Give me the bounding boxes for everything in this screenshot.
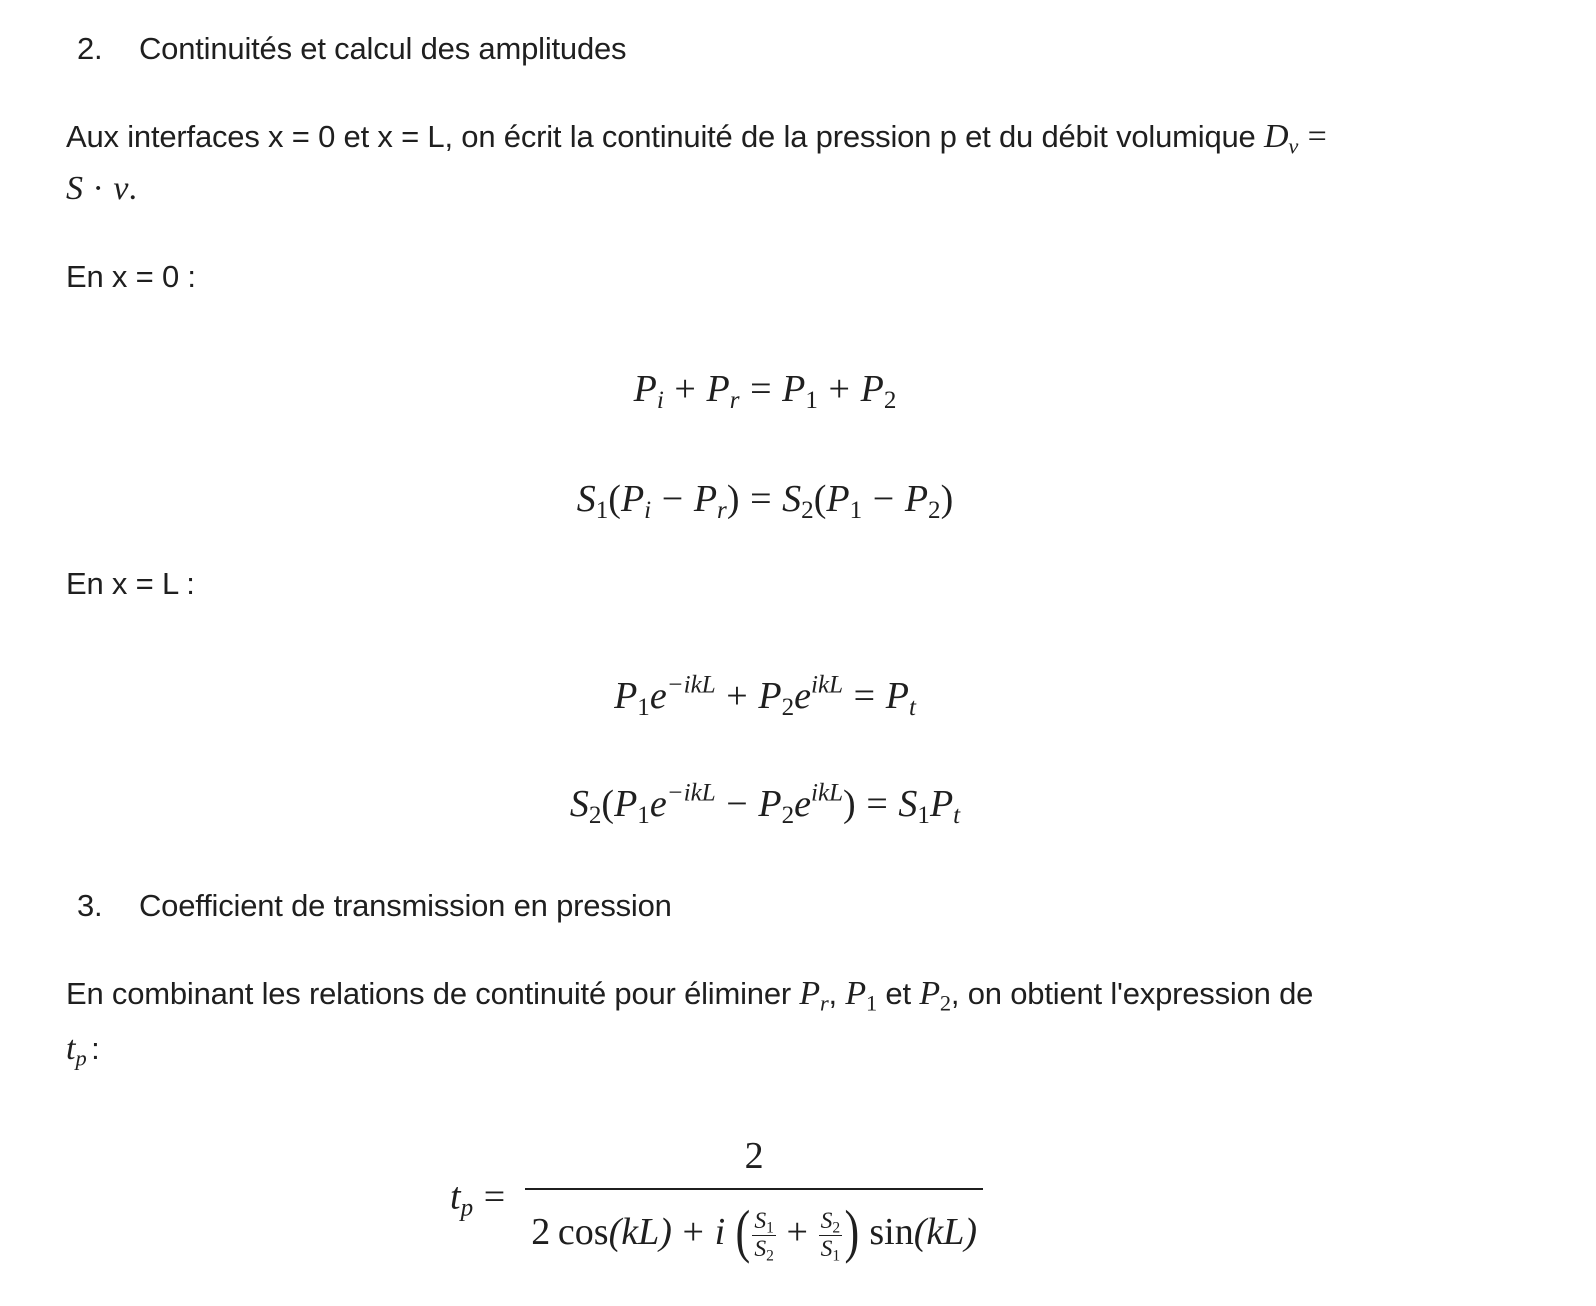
equation-xL-flow: $S_2(P_1e^{-ikL} - P_2e^{ikL}) = S_1P_t$: [569, 779, 961, 830]
section-3-tp-line: $t_p$ :: [66, 1030, 100, 1071]
equation-x0-pressure: $P_i + P_r = P_1 + P_2$: [633, 368, 897, 415]
label-x0: En x = 0 :: [66, 259, 196, 294]
section-3-paragraph: En combinant les relations de continuité pour éliminer $P_r$, $P_1$ et $P_2$, on obtient l'expression de: [66, 975, 1314, 1016]
intro-text: Aux interfaces x = 0 et x = L, on écrit la continuité de la pression p et du débit volumique: [66, 119, 1256, 154]
equation-xL-pressure: $P_1e^{-ikL} + P_2e^{ikL} = P_t$: [614, 671, 916, 722]
equation-x0-flow: $S_1(P_i - P_r) = S_2(P_1 - P_2)$: [576, 478, 954, 525]
section-2-number: 2.: [77, 31, 103, 66]
intro-paragraph: [66, 118, 1336, 159]
tp-denominator: 2 cos(kL) + i ( $\frac{S_1}{S_2}$ + $\frac{S_2}{S_1}$ ) sin(kL): [531, 1199, 978, 1265]
tp-formula: $t_p$ = 2 2 cos(kL) + i ( $\frac{S_1}{S_2}$ + $\frac{S_2}{S_1}$ ) sin(kL): [450, 1134, 983, 1266]
tp-numerator: 2: [525, 1134, 983, 1190]
label-xL: En x = L :: [66, 566, 195, 601]
section-3-title: Coefficient de transmission en pression: [139, 888, 672, 923]
intro-math-sv: S · v.: [66, 170, 137, 207]
section-3-number: 3.: [77, 888, 103, 923]
section-2-title: Continuités et calcul des amplitudes: [139, 31, 627, 66]
intro-math-dv: $D_v$ =: [1264, 118, 1327, 159]
tp-fraction: [525, 1134, 983, 1266]
